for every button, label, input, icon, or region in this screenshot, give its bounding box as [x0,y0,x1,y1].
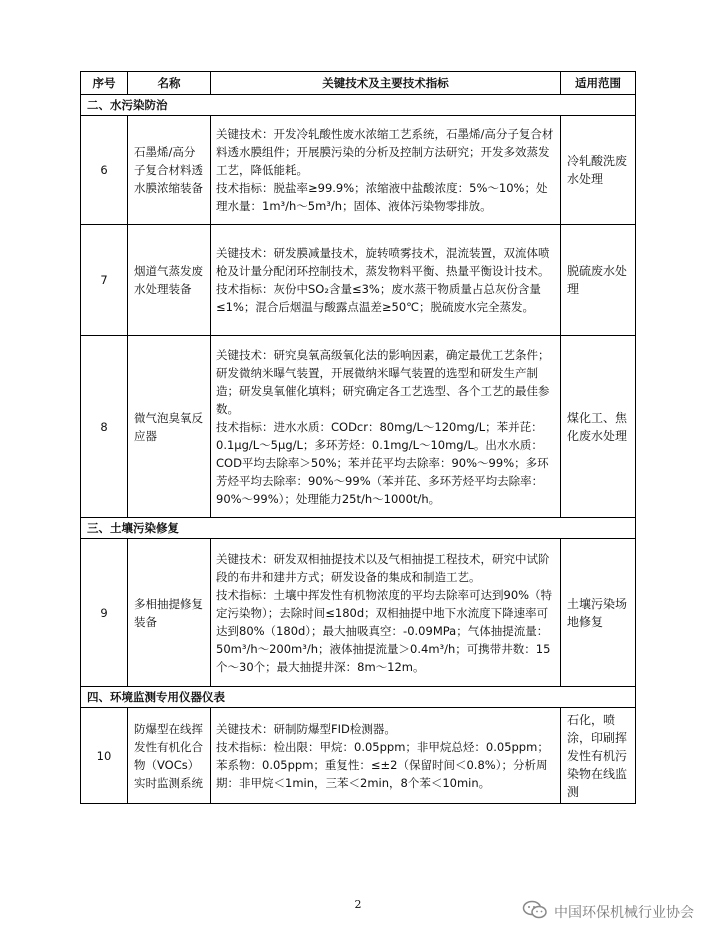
key-technology-text: 关键技术：研究臭氧高级氧化法的影响因素，确定最优工艺条件；研发微纳米曝气装置，开展微纳米曝气装置的选型和研发生产制造；研发臭氧催化填料；研究确定各工艺选型、各个工艺的最佳参数。 [216,347,550,416]
row-number: 7 [81,225,128,336]
row-name: 烟道气蒸发废水处理装备 [128,225,211,336]
technical-indicator-text: 技术指标：灰份中SO₂含量≤3%；废水蒸干物质量占总灰份含量≤1%；混合后烟温与酸露点温差≥50℃；脱硫废水完全蒸发。 [216,282,541,314]
table-row [81,225,636,336]
row-name: 石墨烯/高分子复合材料透水膜浓缩装备 [128,116,211,225]
key-technology-text: 关键技术：研发双相抽提技术以及气相抽提工程技术，研究中试阶段的布井和建井方式；研发设备的集成和制造工艺。 [216,551,550,584]
row-technology [211,708,561,804]
table-row [81,116,636,225]
technical-indicator-text: 技术指标：进水水质：CODcr：80mg/L～120mg/L；苯并芘：0.1μg/L～5μg/L；多环芳烃：0.1mg/L～10mg/L。出水水质：COD平均去除率＞50%；苯并芘平均去除率：90%～99%；多环芳烃平均去除率：90%～99%（苯并芘、多环芳烃平均去除率：90%～99%）；处理能力25t/h～1000t/h。 [216,419,549,506]
table-row [81,336,636,518]
watermark-text: 中国环保机械行业协会 [554,905,694,921]
section-title: 四、环境监测专用仪器仪表 [81,687,636,708]
section-row [81,687,636,708]
technical-indicator-text: 技术指标：脱盐率≥99.9%；浓缩液中盐酸浓度：5%～10%；处理水量：1m³/h～5m³/h；固体、液体污染物零排放。 [216,181,548,213]
watermark [522,900,694,924]
row-number: 6 [81,116,128,225]
row-technology [211,225,561,336]
row-number: 9 [81,539,128,687]
row-scope: 石化，喷涂，印刷挥发性有机污染物在线监测 [561,708,636,804]
row-technology [211,116,561,225]
key-technology-text: 关键技术：开发冷轧酸性废水浓缩工艺系统，石墨烯/高分子复合材料透水膜组件；开展膜污染的分析及控制方法研究；开发多效蒸发工艺，降低能耗。 [216,127,554,177]
page-number: 2 [354,898,362,911]
header-number: 序号 [81,72,128,95]
row-scope: 冷轧酸洗废水处理 [561,116,636,225]
key-technology-text: 关键技术：研制防爆型FID检测器。 [216,721,396,736]
section-row [81,95,636,116]
section-row [81,518,636,539]
wechat-icon [522,900,548,924]
row-scope: 脱硫废水处理 [561,225,636,336]
row-name: 微气泡臭氧反应器 [128,336,211,518]
table-row [81,708,636,804]
header-name: 名称 [128,72,211,95]
header-technology: 关键技术及主要技术指标 [211,72,561,95]
row-name: 防爆型在线挥发性有机化合物（VOCs）实时监测系统 [128,708,211,804]
row-technology [211,539,561,687]
technology-table [80,71,636,804]
technical-indicator-text: 技术指标：检出限：甲烷：0.05ppm；非甲烷总烃：0.05ppm；苯系物：0.05ppm；重复性：≤±2（保留时间＜0.8%）；分析周期：非甲烷＜1min，三苯＜2min，8个苯＜10min。 [216,739,549,790]
row-scope: 土壤污染场地修复 [561,539,636,687]
row-scope: 煤化工、焦化废水处理 [561,336,636,518]
section-title: 三、土壤污染修复 [81,518,636,539]
key-technology-text: 关键技术：研发膜减量技术，旋转喷雾技术，混流装置，双流体喷枪及计量分配闭环控制技术，蒸发物料平衡、热量平衡设计技术。 [216,246,550,278]
header-scope: 适用范围 [561,72,636,95]
row-number: 8 [81,336,128,518]
section-title: 二、水污染防治 [81,95,636,116]
technical-indicator-text: 技术指标：土壤中挥发性有机物浓度的平均去除率可达到90%（特定污染物）；去除时间≤180d；双相抽提中地下水流度下降速率可达到80%（180d）；最大抽吸真空：-0.09MPa；气体抽提流量：50m³/h～200m³/h；液体抽提流量＞0.4m³/h；可携带井数：15个～30个；最大抽提井深：8m～12m。 [216,587,553,674]
table-row [81,539,636,687]
row-name: 多相抽提修复装备 [128,539,211,687]
row-number: 10 [81,708,128,804]
row-technology [211,336,561,518]
table-header-row [81,72,636,95]
